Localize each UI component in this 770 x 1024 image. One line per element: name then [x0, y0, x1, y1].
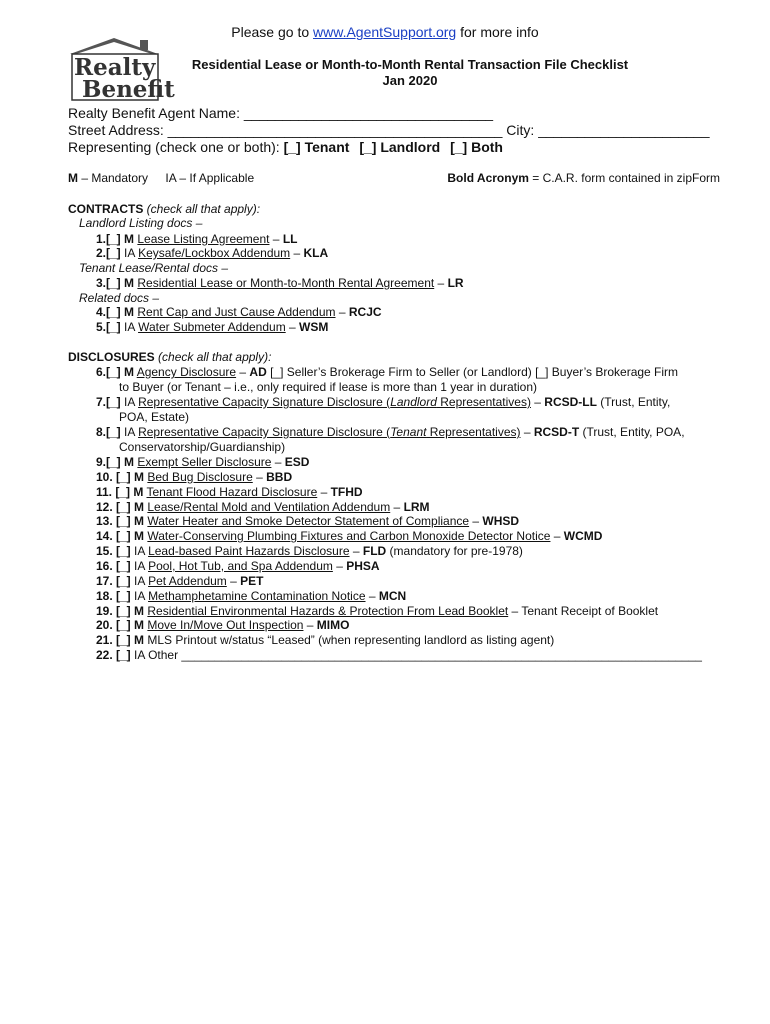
checklist-item-18[interactable]: 18. [_] IA Methamphetamine Contamination Notice – MCN [96, 588, 407, 603]
checklist-item-2[interactable]: 2.[_] IA Keysafe/Lockbox Addendum – KLA [96, 246, 329, 260]
checklist-item-3[interactable]: 3.[_] M Residential Lease or Month-to-Month Rental Agreement – LR [96, 276, 464, 290]
agent-name-field[interactable]: Realty Benefit Agent Name: ________________________________ [68, 105, 494, 121]
checklist-item-6-cont: to Buyer (or Tenant – i.e., only required if lease is more than 1 year in duration) [119, 380, 538, 394]
page-title: Residential Lease or Month-to-Month Rental Transaction File Checklist [191, 57, 629, 72]
tenant-lease-subheading: Tenant Lease/Rental docs – [79, 261, 228, 275]
checklist-item-16[interactable]: 16. [_] IA Pool, Hot Tub, and Spa Addendum – PHSA [96, 558, 380, 573]
related-docs-subheading: Related docs – [79, 291, 160, 305]
logo-text-benefit: Benefit [82, 76, 175, 103]
checklist-item-17[interactable]: 17. [_] IA Pet Addendum – PET [96, 573, 264, 588]
page-date: Jan 2020 [382, 73, 438, 88]
checklist-item-14[interactable]: 14. [_] M Water-Conserving Plumbing Fixtures and Carbon Monoxide Detector Notice – WCMD [96, 529, 603, 544]
checklist-item-22[interactable]: 22. [_] IA Other ______________________________________________________________________________ [96, 648, 702, 662]
landlord-checkbox[interactable]: [_] Landlord [359, 139, 441, 155]
checklist-item-7[interactable]: 7.[_] IA Representative Capacity Signature Disclosure (Landlord Representatives) – RCSD-LL (Trust, Entity, [96, 395, 671, 409]
tenant-checkbox[interactable]: [_] Tenant [283, 139, 350, 155]
both-checkbox[interactable]: [_] Both [450, 139, 503, 155]
disclosures-heading: DISCLOSURES (check all that apply): [68, 350, 272, 364]
checklist-item-8-cont: Conservatorship/Guardianship) [119, 440, 286, 454]
legend-bold-acronym: Bold Acronym = C.A.R. form contained in zipForm [447, 171, 720, 185]
landlord-listing-subheading: Landlord Listing docs – [79, 216, 203, 230]
checklist-item-1[interactable]: 1.[_] M Lease Listing Agreement – LL [96, 232, 298, 246]
checklist-item-7-cont: POA, Estate) [119, 410, 190, 424]
street-address-field[interactable]: Street Address: ___________________________________________ City: ______________________ [68, 122, 710, 138]
checklist-item-5[interactable]: 5.[_] IA Water Submeter Addendum – WSM [96, 320, 329, 334]
checklist-item-8[interactable]: 8.[_] IA Representative Capacity Signature Disclosure (Tenant Representatives) – RCSD-T (Trust, Entity, POA, [96, 425, 685, 439]
checklist-item-10[interactable]: 10. [_] M Bed Bug Disclosure – BBD [96, 469, 293, 484]
realty-benefit-logo [68, 36, 175, 103]
checklist-item-6[interactable]: 6.[_] M Agency Disclosure – AD [_] Seller’s Brokerage Firm to Seller (or Landlord) [_] Buyer’s Brokerage Firm [96, 365, 679, 379]
checklist-item-21[interactable]: 21. [_] M MLS Printout w/status “Leased” (when representing landlord as listing agent) [96, 633, 555, 647]
logo-text-realty: Realty [74, 54, 156, 81]
checklist-item-19[interactable]: 19. [_] M Residential Environmental Hazards & Protection From Lead Booklet – Tenant Receipt of Booklet [96, 603, 659, 618]
contracts-heading: CONTRACTS (check all that apply): [68, 202, 261, 216]
checklist-item-9[interactable]: 9.[_] M Exempt Seller Disclosure – ESD [96, 455, 310, 469]
checklist-item-12[interactable]: 12. [_] M Lease/Rental Mold and Ventilation Addendum – LRM [96, 499, 430, 514]
checklist-item-11[interactable]: 11. [_] M Tenant Flood Hazard Disclosure – TFHD [96, 484, 363, 499]
representing-field: Representing (check one or both): [_] Tenant [_] Landlord [_] Both [68, 139, 503, 155]
top-note: Please go to www.AgentSupport.org for more info [231, 24, 539, 40]
checklist-item-13[interactable]: 13. [_] M Water Heater and Smoke Detector Statement of Compliance – WHSD [96, 514, 520, 529]
agentsupport-link[interactable]: www.AgentSupport.org [313, 24, 457, 40]
checklist-item-4[interactable]: 4.[_] M Rent Cap and Just Cause Addendum – RCJC [96, 305, 382, 319]
legend-mandatory: M – Mandatory IA – If Applicable [68, 171, 255, 185]
checklist-item-15[interactable]: 15. [_] IA Lead-based Paint Hazards Disclosure – FLD (mandatory for pre-1978) [96, 544, 523, 559]
checklist-item-20[interactable]: 20. [_] M Move In/Move Out Inspection – MIMO [96, 618, 350, 633]
